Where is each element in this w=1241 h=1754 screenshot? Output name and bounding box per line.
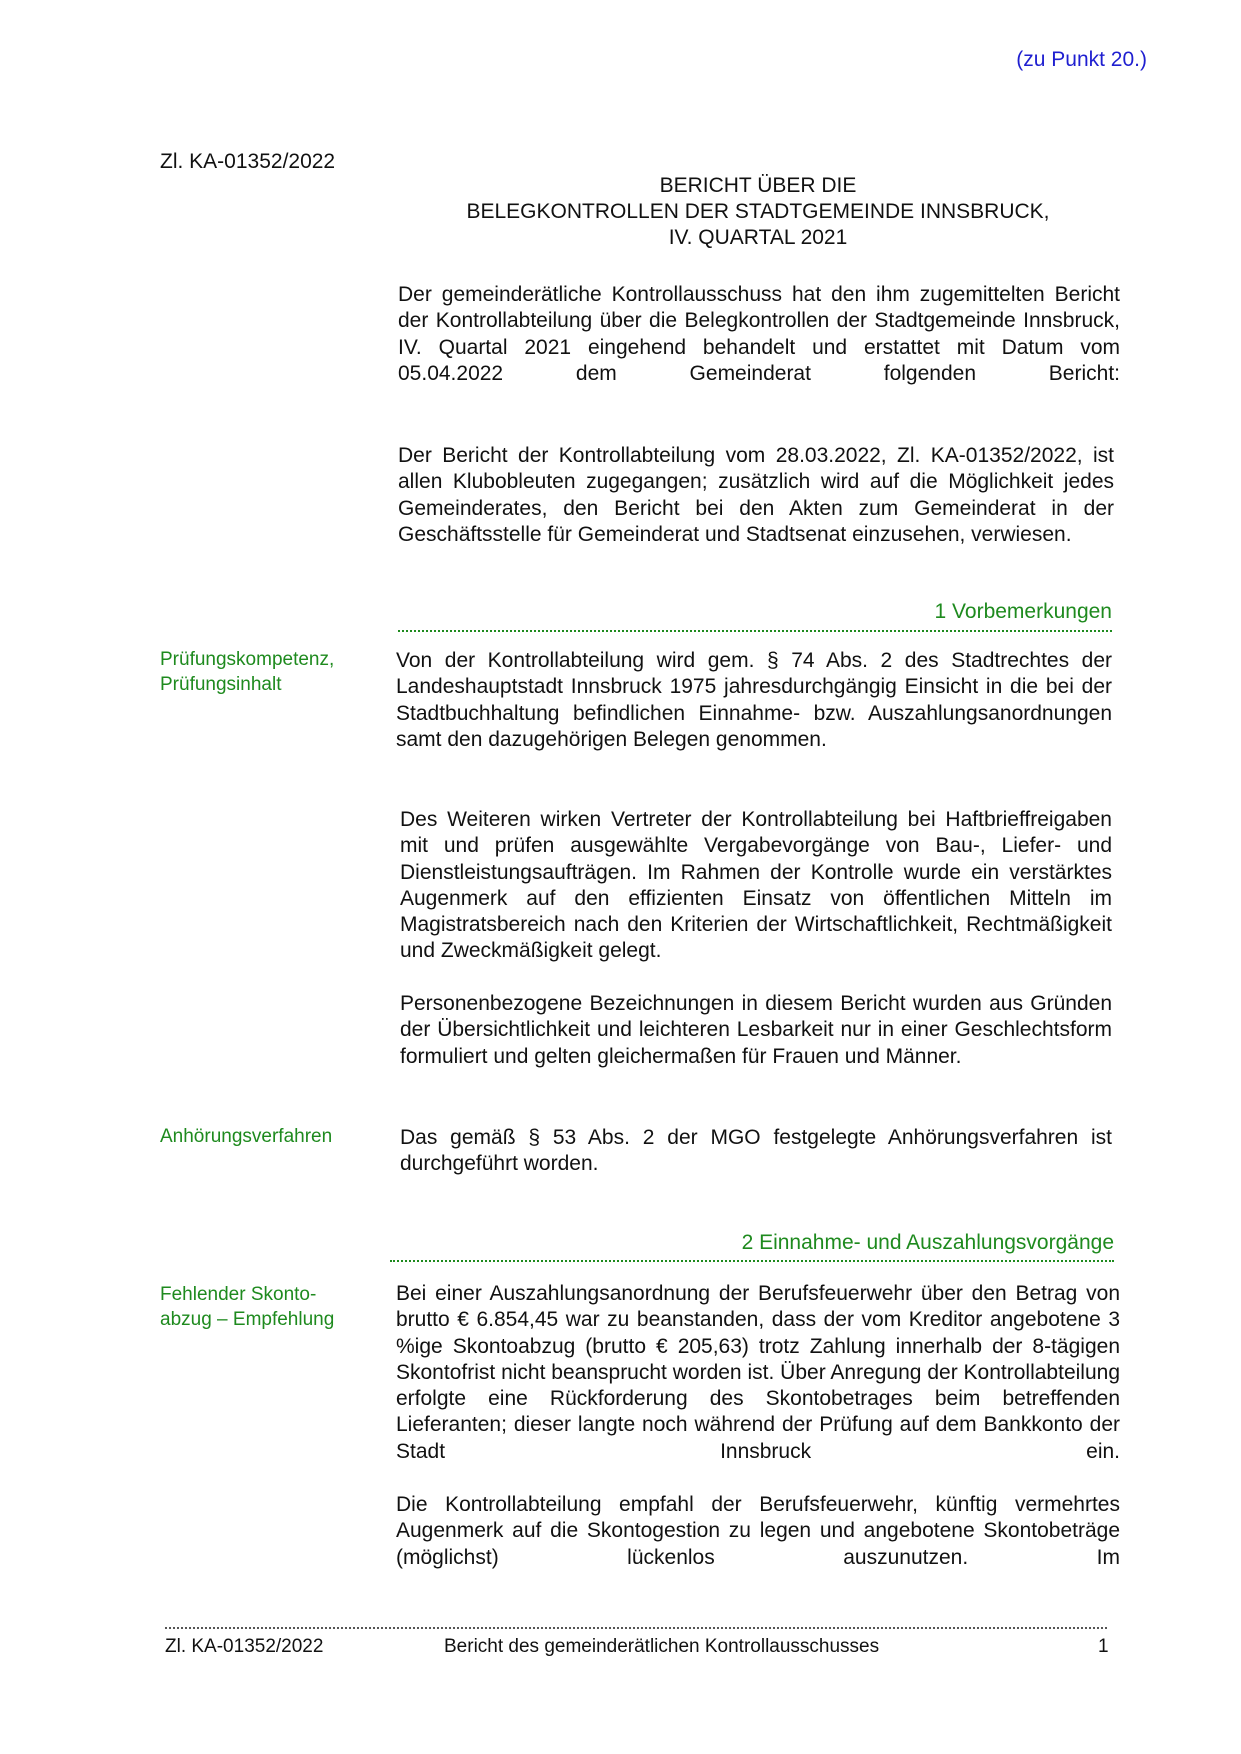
reference-number: Zl. KA-01352/2022 (160, 150, 336, 173)
document-title (398, 173, 1118, 251)
footer-reference: Zl. KA-01352/2022 (165, 1636, 324, 1657)
section1-paragraph-4: Das gemäß § 53 Abs. 2 der MGO festgelegte Anhörungsverfahren ist durchgeführt worden. (400, 1126, 1112, 1176)
agenda-item-note: (zu Punkt 20.) (1016, 48, 1147, 71)
section-heading-2: 2 Einnahme- und Auszahlungsvorgänge (741, 1231, 1114, 1254)
section-divider-2 (390, 1260, 1114, 1262)
footer-title: Bericht des gemeinderätlichen Kontrollausschusses (444, 1636, 880, 1657)
page-number: 1 (1098, 1636, 1109, 1657)
section1-paragraph-2: Des Weiteren wirken Vertreter der Kontrollabteilung bei Haftbrieffreigaben mit und prüfen ausgewählte Vergabevorgänge von Bau-, Liefer- und Dienstleistungsaufträgen. Im Rahmen der Kontrolle wurde ein verstärktes Augenmerk auf den effizienten Einsatz von öffentlichen Mitteln im Magistratsbereich nach den Kriterien der Wirtschaftlichkeit, Rechtmäßigkeit und Zweckmäßigkeit gelegt. (400, 808, 1112, 963)
section2-paragraph-1: Bei einer Auszahlungsanordnung der Berufsfeuerwehr über den Betrag von brutto € 6.854,45 war zu beanstanden, dass der vom Kreditor angebotene 3 %ige Skontoabzug (brutto € 205,63) trotz Zahlung innerhalb der 8-tägigen Skontofrist nicht beansprucht worden ist. Über Anregung der Kontrollabteilung erfolgte eine Rückforderung des Skontobetrages beim betreffenden Lieferanten; dieser langte noch während der Prüfung auf dem Bankkonto der Stadt Innsbruck ein. (396, 1282, 1120, 1463)
intro-paragraph-2: Der Bericht der Kontrollabteilung vom 28.03.2022, Zl. KA-01352/2022, ist allen Klubobleuten zugegangen; zusätzlich wird auf die Möglichkeit jedes Gemeinderates, den Bericht bei den Akten zum Gemeinderat in der Geschäftsstelle für Gemeinderat und Stadtsenat einzusehen, verwiesen. (398, 444, 1114, 546)
section1-paragraph-1: Von der Kontrollabteilung wird gem. § 74 Abs. 2 des Stadtrechtes der Landeshauptstadt Innsbruck 1975 jahresdurchgängig Einsicht in die bei der Stadtbuchhaltung befindlichen Einnahme- bzw. Auszahlungsanordnungen samt den dazugehörigen Belegen genommen. (396, 649, 1112, 751)
title-line-2: BELEGKONTROLLEN DER STADTGEMEINDE INNSBRUCK, (466, 200, 1050, 223)
margin-note-anhoerungsverfahren: Anhörungsverfahren (160, 1126, 333, 1147)
section1-paragraph-3: Personenbezogene Bezeichnungen in diesem Bericht wurden aus Gründen der Übersichtlichkeit und leichteren Lesbarkeit nur in einer Geschlechtsform formuliert und gelten gleichermaßen für Frauen und Männer. (400, 992, 1112, 1068)
margin-note-skontoabzug: Fehlender Skonto-abzug – Empfehlung (160, 1284, 335, 1330)
footer-divider (165, 1627, 1107, 1629)
section2-paragraph-2: Die Kontrollabteilung empfahl der Berufsfeuerwehr, künftig vermehrtes Augenmerk auf die Skontogestion zu legen und angebotene Skontobeträge (möglichst) lückenlos auszunutzen. Im (396, 1493, 1120, 1569)
section-heading-1: 1 Vorbemerkungen (934, 600, 1112, 623)
title-line-1: BERICHT ÜBER DIE (659, 174, 857, 197)
margin-note-pruefungskompetenz: Prüfungskompetenz, Prüfungsinhalt (160, 649, 335, 695)
intro-paragraph-1: Der gemeinderätliche Kontrollausschuss hat den ihm zugemittelten Bericht der Kontrollabteilung über die Belegkontrollen der Stadtgemeinde Innsbruck, IV. Quartal 2021 eingehend behandelt und erstattet mit Datum vom 05.04.2022 dem Gemeinderat folgenden Bericht: (398, 283, 1120, 385)
section-divider-1 (398, 630, 1112, 632)
title-line-3: IV. QUARTAL 2021 (668, 226, 848, 249)
